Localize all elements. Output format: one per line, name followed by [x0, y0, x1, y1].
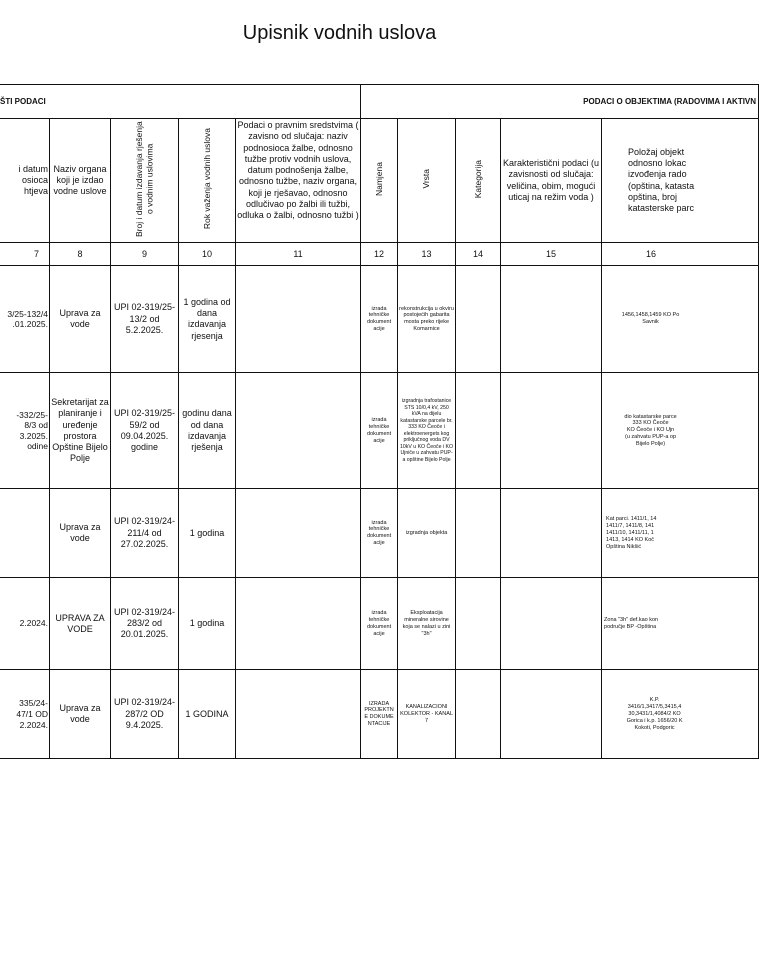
- cell-purpose: izrada tehničke dokument acije: [361, 266, 398, 373]
- cell-issuing-authority: Uprava za vode: [50, 489, 111, 578]
- column-number: 13: [398, 243, 456, 266]
- cell-decision-number: UPI 02-319/25-59/2 od 09.04.2025. godine: [111, 373, 179, 489]
- header-purpose: [361, 119, 398, 243]
- cell-issuing-authority: Sekretarijat za planiranje i uređenje prostora Opštine Bijelo Polje: [50, 373, 111, 489]
- column-number: 11: [236, 243, 361, 266]
- cell-validity: godinu dana od dana izdavanja rješenja: [179, 373, 236, 489]
- cell-location: Zona "3h" def.kao kon područje BP -Opština: [602, 578, 759, 670]
- header-validity: [179, 119, 236, 243]
- cell-category: [456, 489, 501, 578]
- register-table-sheet: [0, 84, 758, 754]
- header-decision-number-label: Broj i datum izdavanja rješenja o vodnim uslovima: [133, 121, 155, 237]
- header-legal-remedies: Podaci o pravnim sredstvima ( zavisno od slučaja: naziv podnosioca žalbe, odnosno tužbe protiv vodnih uslova, datum podnošenja žalbe, odnosno tužbe, naziv organa, koji je rješavao, odnosno odlučivao po žalbi ili tužbi, odluka o žalbi, odnosno tužbi ): [236, 119, 361, 243]
- cell-type: izgradnja objekta: [398, 489, 456, 578]
- cell-characteristics: [501, 578, 602, 670]
- header-category-label: Kategorija: [472, 159, 483, 199]
- table-row: [0, 578, 759, 670]
- cell-issuing-authority: Uprava za vode: [50, 670, 111, 759]
- cell-legal-remedies: [236, 373, 361, 489]
- cell-decision-number: UPI 02-319/24-283/2 od 20.01.2025.: [111, 578, 179, 670]
- cell-request-date: 335/24- 47/1 OD 2.2024.: [0, 670, 50, 759]
- cell-request-date: 2.2024.: [0, 578, 50, 670]
- column-number-row: [0, 243, 759, 266]
- column-number: 8: [50, 243, 111, 266]
- cell-characteristics: [501, 266, 602, 373]
- header-location: Položaj objekt odnosno lokac izvođenja rado (opština, katasta opština, broj katasterske parc: [602, 119, 759, 243]
- page-title: Upisnik vodnih uslova: [242, 22, 437, 44]
- cell-decision-number: UPI 02-319/24-287/2 OD 9.4.2025.: [111, 670, 179, 759]
- cell-characteristics: [501, 373, 602, 489]
- cell-decision-number: UPI 02-319/25-13/2 od 5.2.2025.: [111, 266, 179, 373]
- column-number: 7: [0, 243, 50, 266]
- cell-legal-remedies: [236, 266, 361, 373]
- cell-decision-number: UPI 02-319/24-211/4 od 27.02.2025.: [111, 489, 179, 578]
- cell-characteristics: [501, 489, 602, 578]
- table-row: [0, 489, 759, 578]
- header-category: [456, 119, 501, 243]
- header-request-date: i datum osioca htjeva: [0, 119, 50, 243]
- cell-category: [456, 670, 501, 759]
- cell-location: K.P. 3416/1,3417/5,3415,4 30,3431/1,4084/2 KO Gorica i k.p. 1656/20 K Kokoti, Podgoric: [602, 670, 759, 759]
- cell-category: [456, 373, 501, 489]
- cell-purpose: izrada tehničke dokument acije: [361, 489, 398, 578]
- cell-type: Eksploatacija mineralne sirovine koja se nalazi u zini "3h": [398, 578, 456, 670]
- section-header-row: [0, 85, 759, 119]
- cell-purpose: izrada tehničke dokument acije: [361, 373, 398, 489]
- header-type-label: Vrsta: [421, 169, 432, 189]
- register-table: [0, 84, 759, 759]
- cell-purpose: izrada tehničke dokument acije: [361, 578, 398, 670]
- cell-issuing-authority: UPRAVA ZA VODE: [50, 578, 111, 670]
- cell-category: [456, 578, 501, 670]
- section-general-heading: ŠTI PODACI: [0, 85, 361, 119]
- cell-location: 1456,1458,1459 KO Po Savnik: [602, 266, 759, 373]
- section-objects-heading: PODACI O OBJEKTIMA (RADOVIMA I AKTIVN: [361, 85, 759, 119]
- cell-type: KANALIZACIONI KOLEKTOR - KANAL 7: [398, 670, 456, 759]
- column-number: 15: [501, 243, 602, 266]
- cell-request-date: [0, 489, 50, 578]
- column-number: 10: [179, 243, 236, 266]
- header-validity-label: Rok važenja vodnih uslova: [201, 128, 212, 230]
- column-number: 16: [602, 243, 759, 266]
- header-characteristics: Karakteristični podaci (u zavisnosti od slučaja: veličina, obim, mogući uticaj na režim voda ): [501, 119, 602, 243]
- cell-validity: 1 godina: [179, 578, 236, 670]
- cell-category: [456, 266, 501, 373]
- cell-location: Kat parci. 1411/1, 14 1411/7, 1411/8, 141 1411/10, 1411/11, 1 1413, 1414 KO Koč Opština Nikšić: [602, 489, 759, 578]
- table-row: [0, 266, 759, 373]
- header-type: [398, 119, 456, 243]
- cell-type: izgradnja trafostanice STS 10/0,4 kV, 250 kVA na dijelu katastarske parcele br. 333 KO Čeoče i elektroenergets kog priključnog voda DV 10kV u KO Čeoče i KO Ujniče u zahvatu PUP-a opštine Bijelo Polje: [398, 373, 456, 489]
- cell-issuing-authority: Uprava za vode: [50, 266, 111, 373]
- column-number: 12: [361, 243, 398, 266]
- cell-location: dio katastarske parce 333 KO Čeoče KO Čeoče i KO Ujn (u zahvatu PUP-a op Bijelo Polje): [602, 373, 759, 489]
- cell-characteristics: [501, 670, 602, 759]
- cell-legal-remedies: [236, 670, 361, 759]
- column-number: 14: [456, 243, 501, 266]
- table-row: [0, 373, 759, 489]
- column-number: 9: [111, 243, 179, 266]
- cell-validity: 1 GODINA: [179, 670, 236, 759]
- column-header-row: [0, 119, 759, 243]
- header-decision-number: [111, 119, 179, 243]
- header-purpose-label: Namjena: [373, 161, 384, 197]
- cell-request-date: 3/25-132/4 .01.2025.: [0, 266, 50, 373]
- cell-validity: 1 godina: [179, 489, 236, 578]
- cell-validity: 1 godina od dana izdavanja rjesenja: [179, 266, 236, 373]
- header-issuing-authority: Naziv organa koji je izdao vodne uslove: [50, 119, 111, 243]
- cell-legal-remedies: [236, 578, 361, 670]
- cell-purpose: IZRADA PROJEKTN E DOKUME NTACIJE: [361, 670, 398, 759]
- table-row: [0, 670, 759, 759]
- cell-legal-remedies: [236, 489, 361, 578]
- cell-type: rekonstrukcija u okviru postojećih gabarita mosta preko rijeke Komarnice: [398, 266, 456, 373]
- cell-request-date: -332/25- 8/3 od 3.2025. odine: [0, 373, 50, 489]
